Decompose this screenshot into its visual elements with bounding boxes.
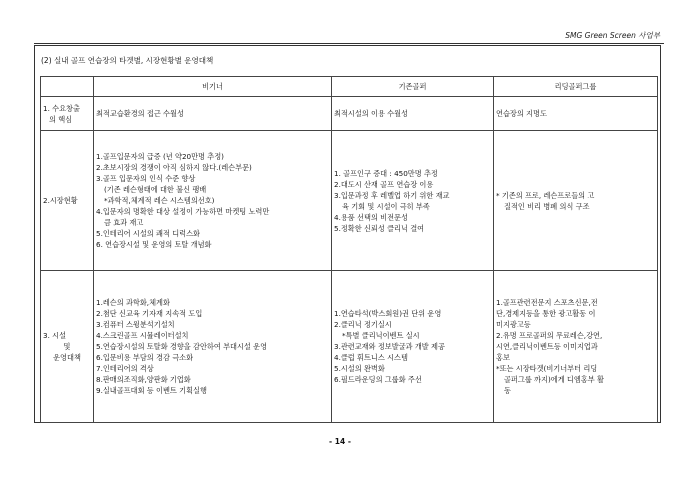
header-rule — [34, 43, 664, 44]
cell-line: 육 기회 및 시설이 극히 부족 — [342, 201, 430, 211]
cell-line: 5.시설의 완벽화 — [334, 364, 385, 373]
row-label-line: 및 — [63, 342, 71, 351]
cell-line: 2.클리닉 정기실시 — [334, 320, 392, 329]
row-label-line: 3. 시설 — [43, 331, 67, 340]
cell-line: 3.관련교재와 정보발굴과 개발 제공 — [334, 342, 445, 351]
table-row-market-status — [41, 131, 658, 271]
cell-line: 최적시설의 이용 수월성 — [334, 109, 409, 118]
cell-line: 단,경제지등을 통한 광고활동 이 — [496, 309, 596, 318]
row-label-line: 1. 수요창출 — [43, 103, 80, 113]
cell-line: 3.입문과정 후 레벨업 하기 위한 재교 — [334, 190, 450, 200]
cell-beginner-market — [94, 131, 332, 271]
cell-line: 5.연습장시설의 토탈화 경향을 감안하여 부대시설 운영 — [96, 342, 268, 351]
cell-line: 6.필드라운딩의 그룹화 주선 — [334, 375, 422, 384]
cell-line: *또는 시장타겟(비기너부터 리딩 — [496, 364, 598, 373]
column-header-existing: 기존골퍼 — [332, 77, 494, 97]
page-number: - 14 - — [329, 437, 351, 446]
cell-line: 1.연습타석(박스회원)권 단위 운영 — [334, 309, 442, 318]
row-label-line: 운영대책 — [53, 353, 81, 362]
strategy-table — [40, 76, 658, 423]
cell-beginner-facility — [94, 271, 332, 423]
cell-line: 7.인테리어의 격상 — [96, 364, 154, 373]
cell-line: 홍보 — [496, 353, 510, 362]
cell-line: 4.입문자의 명확한 대상 설정이 가능하면 마켓팅 노력만 — [96, 207, 270, 216]
header-brand: SMG Green Screen 사업부 — [565, 31, 660, 40]
cell-line: * 기존의 프로, 레슨프로들의 고 — [496, 190, 595, 200]
table-header-row — [41, 77, 658, 97]
cell-line: 동 — [504, 386, 511, 395]
cell-line: 시연,클리닉이벤트등 이미지업과 — [496, 342, 598, 351]
cell-line: 2.유명 프로골퍼의 무료레슨,강연, — [496, 331, 603, 340]
row-label-facility-ops — [41, 271, 94, 423]
cell-line: 5.인테리어 시설의 쾌적 디럭스화 — [96, 229, 200, 238]
cell-leading-demand — [494, 97, 658, 131]
cell-leading-market — [494, 131, 658, 271]
table-row-facility-ops — [41, 271, 658, 423]
cell-line: *과학적,체계적 레슨 시스템의선호) — [104, 196, 215, 205]
column-header-leading: 리딩골퍼그룹 — [494, 77, 658, 97]
column-header-beginner: 비기너 — [94, 77, 332, 97]
cell-line: 9.실내골프대회 등 이벤트 기획실행 — [96, 386, 207, 395]
cell-beginner-demand — [94, 97, 332, 131]
cell-line: 1.골프관련전문지 스포츠신문,전 — [496, 298, 598, 307]
cell-line: 큼 효과 재고 — [104, 218, 144, 227]
cell-line: (기존 레슨형태에 대한 불신 팽배 — [104, 185, 207, 194]
cell-existing-facility — [332, 271, 494, 423]
cell-line: 골퍼그룹 까지)에게 디엠홍부 활 — [504, 375, 604, 384]
cell-line: 미지광고등 — [496, 320, 531, 329]
row-label-line: 2.시장현황 — [43, 196, 78, 205]
cell-line: 2.첨단 신교육 기자재 지속적 도입 — [96, 309, 203, 318]
cell-line: 질적인 비리 병폐 의식 구조 — [504, 201, 590, 211]
cell-line: 8.판매의조직화,양판화 기업화 — [96, 375, 191, 384]
cell-line: 4.용품 선택의 비전문성 — [334, 212, 408, 222]
cell-line: 1.레슨의 과학화,체계화 — [96, 298, 170, 307]
cell-leading-facility — [494, 271, 658, 423]
table-row-demand-core — [41, 97, 658, 131]
row-label-market-status — [41, 131, 94, 271]
row-label-line: 의 핵심 — [49, 114, 73, 124]
row-label-demand-core — [41, 97, 94, 131]
cell-line: 1. 골프인구 증대 : 450만명 추정 — [334, 168, 438, 178]
cell-line: 6.입문비용 부담의 경감 극소화 — [96, 353, 194, 362]
cell-line: 1.골프입문자의 급증 (년 약20만명 추정) — [96, 152, 224, 161]
column-header-blank — [41, 77, 94, 97]
cell-existing-market — [332, 131, 494, 271]
cell-line: 6. 연습장시설 및 운영의 토탈 개념화 — [96, 240, 212, 249]
cell-line: 3.컴퓨터 스윙분석기설치 — [96, 320, 175, 329]
cell-line: 4.스크린골프 시뮬레이터설치 — [96, 331, 189, 340]
section-title: (2) 실내 골프 연습장의 타겟별, 시장현황별 운영대책 — [41, 56, 214, 65]
cell-line: 2.대도시 산재 골프 연습장 이용 — [334, 179, 434, 189]
cell-line: 5.정확한 신뢰성 클리닉 결여 — [334, 223, 425, 233]
document-frame — [34, 45, 661, 423]
cell-line: *특별 클리닉이벤트 실시 — [342, 331, 420, 340]
cell-line: 최적교습환경의 접근 수월성 — [96, 109, 184, 118]
cell-line: 3.골프 입문자의 인식 수준 향상 — [96, 174, 196, 183]
cell-line: 2.초보시장의 경쟁이 아직 심하지 않다.(레슨부문) — [96, 163, 252, 172]
cell-line: 연습장의 지명도 — [496, 109, 547, 118]
cell-line: 4.클럽 휘트니스 시스템 — [334, 353, 408, 362]
cell-existing-demand — [332, 97, 494, 131]
